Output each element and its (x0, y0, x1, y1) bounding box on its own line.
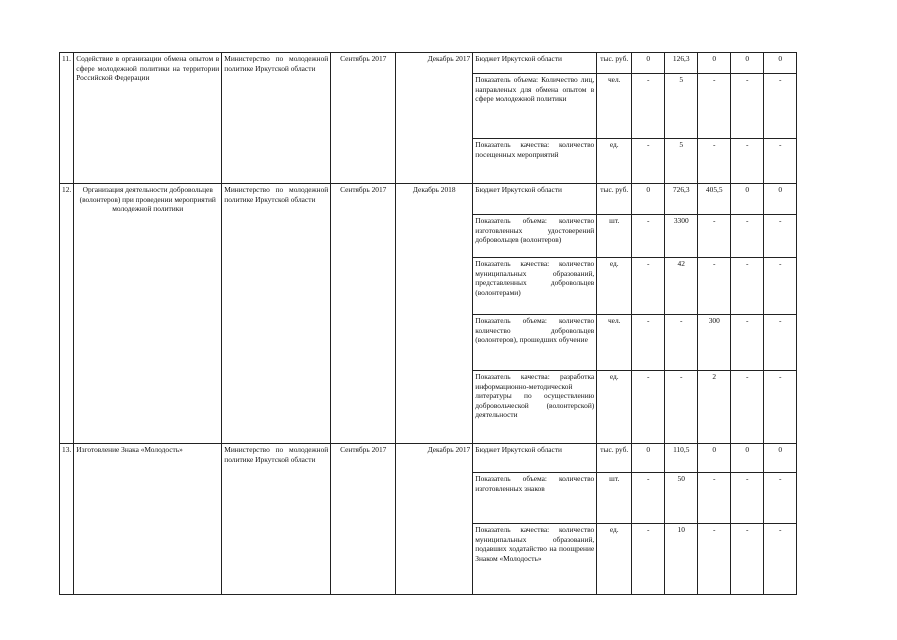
value-1: 0 (632, 53, 665, 74)
indicator-label: Бюджет Иркутской области (473, 53, 597, 74)
executor: Министерство по молодежной политике Иркутской области (222, 184, 331, 444)
value-4: - (731, 258, 764, 315)
program-activities-table (59, 52, 797, 595)
value-5: 0 (764, 184, 797, 215)
activity-name: Организация деятельности добровольцев (волонтеров) при проведении мероприятий молодежной политики (74, 184, 222, 444)
value-1: - (632, 215, 665, 258)
start-date: Сентябрь 2017 (331, 53, 396, 184)
value-4: - (731, 215, 764, 258)
unit: ед. (597, 258, 632, 315)
value-5: - (764, 315, 797, 371)
unit: тыс. руб. (597, 444, 632, 473)
indicator-label: Показатель объема: Количество лиц, направленых для обмена опытом в сфере молодежной политики (473, 74, 597, 139)
unit: шт. (597, 473, 632, 524)
indicator-label: Бюджет Иркутской области (473, 184, 597, 215)
value-5: - (764, 139, 797, 184)
value-3: - (698, 139, 731, 184)
unit: ед. (597, 371, 632, 444)
value-4: - (731, 371, 764, 444)
value-5: 0 (764, 53, 797, 74)
indicator-label: Показатель качества: количество муниципальных образований, подавших ходатайство на поощрение Знаком «Молодость» (473, 524, 597, 595)
indicator-label: Показатель качества: разработка информационно-методической литературы по осуществлению добровольческой (волонтерской) деятельности (473, 371, 597, 444)
table-row (60, 53, 797, 74)
executor: Министерство по молодежной политике Иркутской области (222, 444, 331, 595)
start-date: Сентябрь 2017 (331, 444, 396, 595)
row-number: 12. (60, 184, 74, 444)
value-3: 2 (698, 371, 731, 444)
value-1: 0 (632, 444, 665, 473)
unit: тыс. руб. (597, 53, 632, 74)
value-3: - (698, 524, 731, 595)
indicator-label: Показатель объема: количество изготовленных знаков (473, 473, 597, 524)
value-4: - (731, 524, 764, 595)
value-1: - (632, 371, 665, 444)
value-2: 10 (665, 524, 698, 595)
value-4: - (731, 473, 764, 524)
value-3: 300 (698, 315, 731, 371)
unit: шт. (597, 215, 632, 258)
value-5: - (764, 473, 797, 524)
value-2: 110,5 (665, 444, 698, 473)
table-row (60, 184, 797, 215)
value-3: - (698, 74, 731, 139)
value-2: 726,3 (665, 184, 698, 215)
unit: тыс. руб. (597, 184, 632, 215)
value-1: - (632, 524, 665, 595)
unit: ед. (597, 139, 632, 184)
indicator-label: Показатель объема: количество изготовленных удостоверений добровольцев (волонтеров) (473, 215, 597, 258)
value-1: - (632, 315, 665, 371)
value-3: 0 (698, 53, 731, 74)
indicator-label: Показатель качества: количество посещенных мероприятий (473, 139, 597, 184)
value-5: - (764, 524, 797, 595)
end-date: Декабрь 2018 (396, 184, 473, 444)
value-5: - (764, 371, 797, 444)
value-5: - (764, 215, 797, 258)
value-4: 0 (731, 184, 764, 215)
value-5: - (764, 258, 797, 315)
value-3: - (698, 215, 731, 258)
indicator-label: Бюджет Иркутской области (473, 444, 597, 473)
value-2: 42 (665, 258, 698, 315)
value-5: - (764, 74, 797, 139)
value-4: - (731, 139, 764, 184)
value-2: - (665, 315, 698, 371)
value-4: 0 (731, 53, 764, 74)
unit: чел. (597, 74, 632, 139)
row-number: 11. (60, 53, 74, 184)
activity-name: Изготовление Знака «Молодость» (74, 444, 222, 595)
value-1: 0 (632, 184, 665, 215)
value-4: - (731, 315, 764, 371)
value-4: - (731, 74, 764, 139)
value-1: - (632, 258, 665, 315)
value-2: 50 (665, 473, 698, 524)
unit: ед. (597, 524, 632, 595)
end-date: Декабрь 2017 (396, 53, 473, 184)
value-1: - (632, 139, 665, 184)
value-2: 126,3 (665, 53, 698, 74)
value-4: 0 (731, 444, 764, 473)
value-2: 3300 (665, 215, 698, 258)
table-row (60, 444, 797, 473)
value-3: - (698, 258, 731, 315)
unit: чел. (597, 315, 632, 371)
indicator-label: Показатель качества: количество муниципальных образований, представленных добровольцев (волонтерами) (473, 258, 597, 315)
indicator-label: Показатель объема: количество количество добровольцев (волонтеров), прошедших обучение (473, 315, 597, 371)
value-3: 0 (698, 444, 731, 473)
start-date: Сентябрь 2017 (331, 184, 396, 444)
activity-name: Содействие в организации обмена опытом в сфере молодежной политики на территории Российской Федерации (74, 53, 222, 184)
value-1: - (632, 473, 665, 524)
value-2: 5 (665, 74, 698, 139)
value-1: - (632, 74, 665, 139)
end-date: Декабрь 2017 (396, 444, 473, 595)
executor: Министерство по молодежной политике Иркутской области (222, 53, 331, 184)
value-2: - (665, 371, 698, 444)
value-2: 5 (665, 139, 698, 184)
row-number: 13. (60, 444, 74, 595)
value-3: 405,5 (698, 184, 731, 215)
value-5: 0 (764, 444, 797, 473)
value-3: - (698, 473, 731, 524)
